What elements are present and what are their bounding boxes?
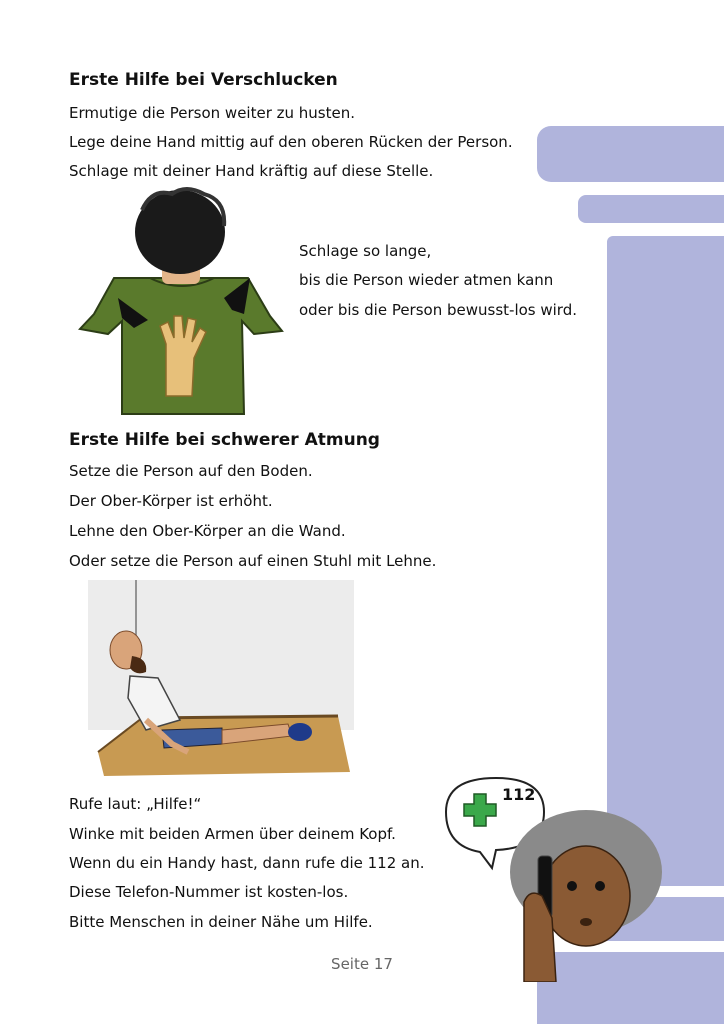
text-line: Diese Telefon-Nummer ist kosten-los. <box>69 883 349 901</box>
text-line: Schlage mit deiner Hand kräftig auf diese Stelle. <box>69 162 434 180</box>
text-line: Schlage so lange, <box>299 242 432 260</box>
page-number: Seite 17 <box>331 955 393 973</box>
text-line: bis die Person wieder atmen kann <box>299 271 554 289</box>
section-title-breathing: Erste Hilfe bei schwerer Atmung <box>69 430 380 450</box>
text-line: Der Ober-Körper ist erhöht. <box>69 492 273 510</box>
decor-band <box>578 195 724 223</box>
section-title-choking: Erste Hilfe bei Verschlucken <box>69 70 338 90</box>
sitting-person-illustration <box>88 580 354 780</box>
emergency-call-illustration <box>440 772 672 982</box>
text-line: Bitte Menschen in deiner Nähe um Hilfe. <box>69 913 373 931</box>
text-line: Ermutige die Person weiter zu husten. <box>69 104 355 122</box>
text-line: Winke mit beiden Armen über deinem Kopf. <box>69 825 396 843</box>
text-line: Lege deine Hand mittig auf den oberen Rücken der Person. <box>69 133 513 151</box>
text-line: Lehne den Ober-Körper an die Wand. <box>69 522 346 540</box>
text-line: oder bis die Person bewusst-los wird. <box>299 301 577 319</box>
bubble-number: 112 <box>502 785 536 804</box>
text-line: Rufe laut: „Hilfe!“ <box>69 795 202 813</box>
text-line: Oder setze die Person auf einen Stuhl mit Lehne. <box>69 552 437 570</box>
decor-band <box>537 126 724 182</box>
back-blow-illustration <box>74 186 288 418</box>
text-line: Wenn du ein Handy hast, dann rufe die 112 an. <box>69 854 425 872</box>
text-line: Setze die Person auf den Boden. <box>69 462 313 480</box>
